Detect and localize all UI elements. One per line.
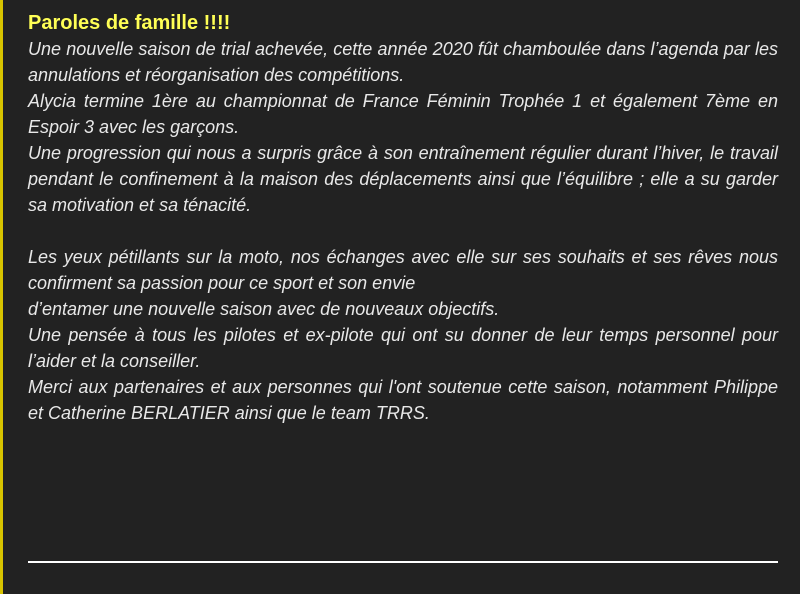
paragraph-passion: Les yeux pétillants sur la moto, nos échanges avec elle sur ses souhaits et ses rêves nous confirment sa passion pour ce sport et son envie [28, 247, 778, 293]
paragraph-season: Une nouvelle saison de trial achevée, cette année 2020 fût chamboulée dans l’agenda par les annulations et réorganisation des compétitions. [28, 39, 778, 85]
left-accent-bar [0, 0, 3, 594]
paragraph-thanks-partners: Merci aux partenaires et aux personnes qui l'ont soutenue cette saison, notamment Philippe et Catherine BERLATIER ainsi que le team TRRS. [28, 377, 778, 423]
paragraph-thanks-pilots: Une pensée à tous les pilotes et ex-pilote qui ont su donner de leur temps personnel pour l’aider et la conseiller. [28, 325, 778, 371]
paragraph-results: Alycia termine 1ère au championnat de France Féminin Trophée 1 et également 7ème en Espoir 3 avec les garçons. [28, 91, 778, 137]
article-title: Paroles de famille !!!! [28, 12, 231, 34]
article-content [28, 10, 778, 426]
paragraph-new-season: d’entamer une nouvelle saison avec de nouveaux objectifs. [28, 299, 500, 319]
paragraph-progression: Une progression qui nous a surpris grâce à son entraînement régulier durant l’hiver, le travail pendant le confinement à la maison des déplacements ainsi que l’équilibre ; elle a su garder sa motivation et sa ténacité. [28, 143, 778, 215]
paragraph-gap [28, 218, 778, 244]
horizontal-divider [28, 561, 778, 563]
